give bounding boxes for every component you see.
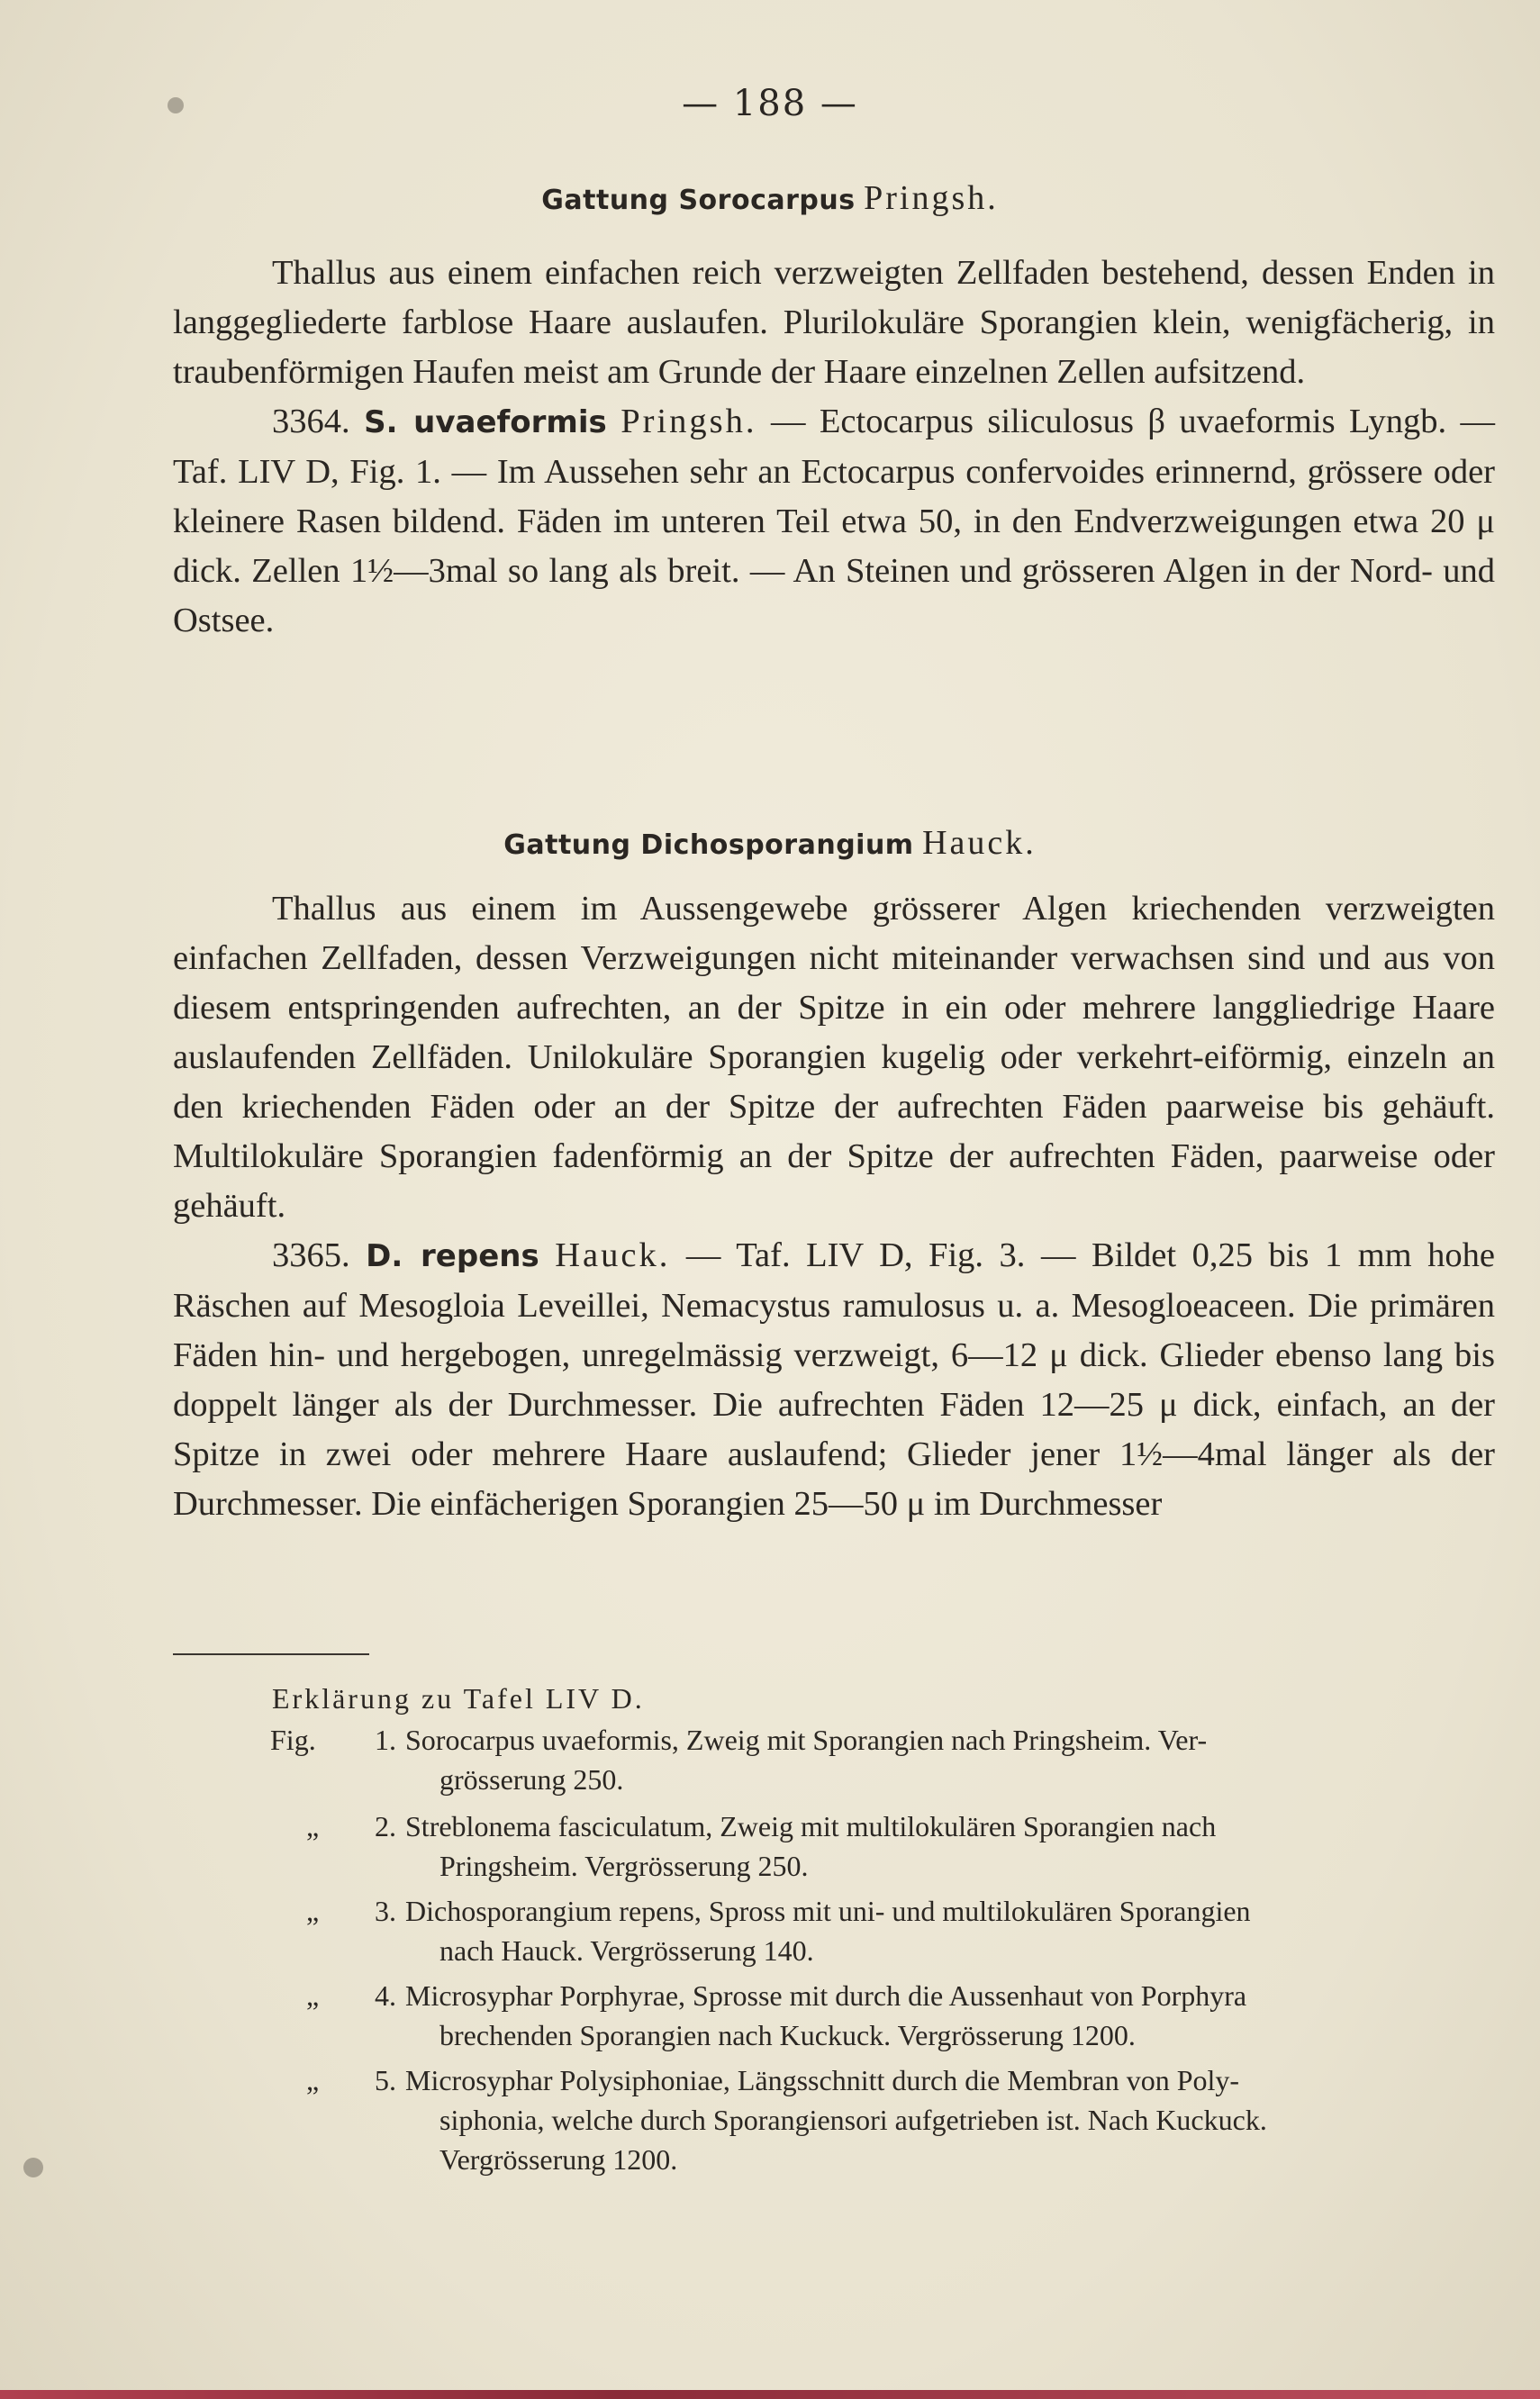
genus-name: Gattung Sorocarpus [541, 185, 856, 216]
page-number: — 188 — [682, 83, 858, 124]
caption-line: Dichosporangium repens, Spross mit uni- und multilokulären Sporangien [405, 1895, 1251, 1927]
figure-number: 5. [375, 2064, 396, 2096]
species-number: 3364. [272, 403, 350, 440]
page-edge [0, 2390, 1540, 2399]
species-number: 3365. [272, 1236, 350, 1274]
species-author: Pringsh. [621, 403, 757, 440]
figure-marker: Fig. [270, 1724, 316, 1756]
species-entry-3365 [173, 1231, 1495, 1529]
figure-marker: „ [306, 1979, 320, 2012]
species-text: — Ectocarpus siliculosus β uvaeformis Lyngb. — Taf. LIV D, Fig. 1. — Im Aussehen sehr an Ectocarpus confervoides erinnernd, grössere oder kleinere Rasen bildend. Fäden im unteren Teil etwa 50, in den Endverzweigungen etwa 20 μ dick. Zellen 1½—3mal so lang als breit. — An Steinen und grösseren Algen in der Nord- und Ostsee. [173, 403, 1496, 639]
genus-description: Thallus aus einem einfachen reich verzweigten Zellfaden bestehend, dessen Enden in langgegliederte farblose Haare auslaufen. Plurilokuläre Sporangien klein, wenigfächerig, in traubenförmigen Haufen meist am Grunde der Haare einzelnen Zellen aufsitzend. [173, 254, 1495, 391]
genus-author: Pringsh. [864, 179, 999, 217]
caption-line: Vergrösserung 1200. [439, 2143, 678, 2176]
figure-marker: „ [306, 1895, 320, 1927]
caption-line: siphonia, welche durch Sporangiensori aufgetrieben ist. Nach Kuckuck. [439, 2104, 1267, 2136]
figure-caption-text [405, 2060, 1495, 2179]
footnote-divider [173, 1653, 369, 1655]
caption-line: Pringsheim. Vergrösserung 250. [439, 1850, 809, 1882]
species-text: — Taf. LIV D, Fig. 3. — Bildet 0,25 bis 1 mm hohe Räschen auf Mesogloia Leveillei, Nemacystus ramulosus u. a. Mesogloeaceen. Die primären Fäden hin- und hergebogen, unregelmässig verzweigt, 6—12 μ dick. Glieder ebenso lang bis doppelt länger als der Durchmesser. Die aufrechten Fäden 12—25 μ dick, einfach, an der Spitze in zwei oder mehrere Haare auslaufend; Glieder jener 1½—4mal länger als der Durchmesser. Die einfächerigen Sporangien 25—50 μ im Durchmesser [173, 1236, 1495, 1523]
figure-caption-text [405, 1720, 1495, 1799]
genus-name: Gattung Dichosporangium [503, 829, 914, 861]
sorocarpus-section [173, 249, 1495, 646]
figure-number: 3. [375, 1895, 396, 1927]
genus-author: Hauck. [922, 824, 1037, 862]
genus-heading-dichosporangium [0, 823, 1540, 863]
species-name: D. repens [366, 1238, 539, 1274]
figure-number: 2. [375, 1810, 396, 1842]
species-entry-3364 [173, 397, 1495, 646]
caption-line: Microsyphar Porphyrae, Sprosse mit durch die Aussenhaut von Porphyra [405, 1979, 1247, 2012]
species-author: Hauck. [555, 1236, 671, 1274]
figure-caption-text [405, 1976, 1495, 2055]
caption-line: Microsyphar Polysiphoniae, Längsschnitt durch die Membran von Poly- [405, 2064, 1240, 2096]
figure-number: 4. [375, 1979, 396, 2012]
genus-description: Thallus aus einem im Aussengewebe grösserer Algen kriechenden verzweigten einfachen Zellfaden, dessen Verzweigungen nicht miteinander verwachsen sind und aus von diesem entspringenden aufrechten, an der Spitze in ein oder mehrere langgliedrige Haare auslaufenden Zellfäden. Unilokuläre Sporangien kugelig oder verkehrt-eiförmig, einzeln an den kriechenden Fäden oder an der Spitze der aufrechten Fäden paarweise bis gehäuft. Multilokuläre Sporangien fadenförmig an der Spitze der aufrechten Fäden, paarweise oder gehäuft. [173, 890, 1495, 1225]
caption-line: brechenden Sporangien nach Kuckuck. Vergrösserung 1200. [439, 2019, 1136, 2051]
figure-caption-text [405, 1891, 1495, 1970]
caption-line: Sorocarpus uvaeformis, Zweig mit Sporangien nach Pringsheim. Ver- [405, 1724, 1208, 1756]
plate-explanation-title: Erklärung zu Tafel LIV D. [272, 1682, 645, 1715]
species-name: S. uvaeformis [364, 404, 607, 440]
caption-line: nach Hauck. Vergrösserung 140. [439, 1934, 814, 1967]
caption-line: grösserung 250. [439, 1763, 624, 1796]
figure-caption-text [405, 1806, 1495, 1886]
figure-number: 1. [375, 1724, 396, 1756]
ink-smudge [23, 2158, 43, 2177]
caption-line: Streblonema fasciculatum, Zweig mit multilokulären Sporangien nach [405, 1810, 1217, 1842]
dichosporangium-section [173, 884, 1495, 1529]
figure-marker: „ [306, 2064, 320, 2096]
genus-heading-sorocarpus [0, 178, 1540, 218]
figure-marker: „ [306, 1810, 320, 1842]
